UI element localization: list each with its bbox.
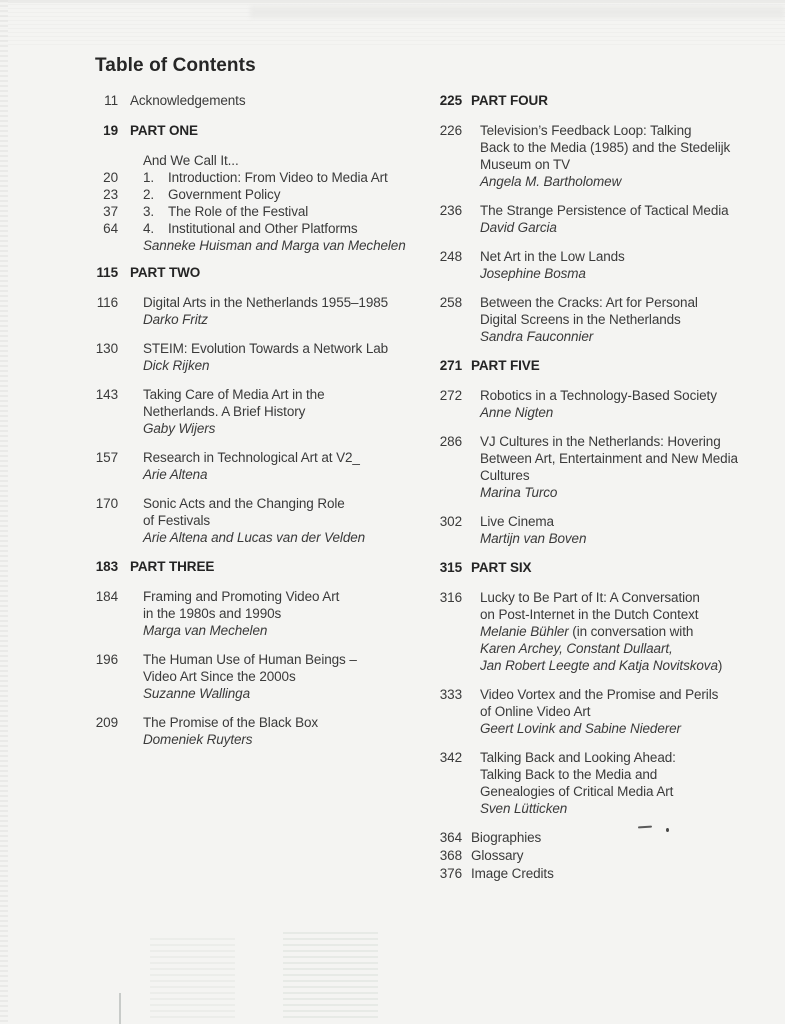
chapter-number: 4. xyxy=(143,221,155,236)
page-number: 115 xyxy=(96,265,118,280)
author-segment: Josephine Bosma xyxy=(480,266,586,281)
author-line xyxy=(480,657,775,674)
toc-entry xyxy=(430,387,775,421)
page-number: 333 xyxy=(439,687,462,702)
entry-body xyxy=(480,513,775,547)
chapter-list xyxy=(92,152,430,254)
entry-title-line: Cultures xyxy=(480,468,530,483)
chapter-number: 3. xyxy=(143,204,155,219)
chapter-row xyxy=(92,237,430,254)
toc-entry xyxy=(92,294,430,328)
chapter-number: 2. xyxy=(143,187,155,202)
entry-title-line: Video Vortex and the Promise and Perils xyxy=(480,687,719,702)
part-label: PART TWO xyxy=(130,265,201,280)
page-number: 225 xyxy=(439,93,462,108)
toc-item xyxy=(430,829,775,847)
entry-title-line: Talking Back and Looking Ahead: xyxy=(480,750,676,765)
entry-body xyxy=(143,386,430,437)
page-number: 368 xyxy=(439,848,462,863)
author-segment: Marina Turco xyxy=(480,485,558,500)
author-line xyxy=(480,328,775,345)
entry-body xyxy=(480,248,775,282)
author-segment: Angela M. Bartholomew xyxy=(480,174,622,189)
toc-item xyxy=(430,865,775,883)
entry-body xyxy=(480,686,775,737)
entry-title-line: Live Cinema xyxy=(480,514,554,529)
author-segment: Anne Nigten xyxy=(480,405,554,420)
part-header xyxy=(430,92,775,109)
entry-title-line: The Promise of the Black Box xyxy=(143,715,319,730)
entry-body xyxy=(143,588,430,639)
toc-column-right xyxy=(430,92,775,883)
entry-title-line: on Post-Internet in the Dutch Context xyxy=(480,607,699,622)
entry-body xyxy=(480,749,775,817)
entry-body xyxy=(143,714,430,748)
page-number: 302 xyxy=(439,514,462,529)
page-number: 376 xyxy=(439,866,462,881)
page-number: 342 xyxy=(439,750,462,765)
author-line xyxy=(143,466,430,483)
part-header xyxy=(92,558,430,575)
page-number: 157 xyxy=(95,450,118,465)
entry-body xyxy=(143,651,430,702)
part-label: PART THREE xyxy=(130,559,215,574)
toc-entry xyxy=(430,202,775,236)
entry-title-line: The Strange Persistence of Tactical Media xyxy=(480,203,729,218)
entry-body xyxy=(480,202,775,236)
line-text: Government Policy xyxy=(168,187,281,202)
author-segment: Arie Altena and Lucas van der Velden xyxy=(143,530,366,545)
toc-entry xyxy=(430,513,775,547)
author-line xyxy=(480,484,775,501)
toc-entry xyxy=(430,589,775,674)
page-number: 196 xyxy=(95,652,118,667)
entry-title-line: Netherlands. A Brief History xyxy=(143,404,306,419)
part-label: PART ONE xyxy=(130,123,198,138)
author-segment: Marga van Mechelen xyxy=(143,623,268,638)
page-number: 209 xyxy=(95,715,118,730)
page-number: 286 xyxy=(439,434,462,449)
author-segment: Geert Lovink and Sabine Niederer xyxy=(480,721,681,736)
page-number: 184 xyxy=(95,589,118,604)
part-header xyxy=(92,122,430,139)
entry-title-line: Between Art, Entertainment and New Media xyxy=(480,451,738,466)
author-segment: Darko Fritz xyxy=(143,312,208,327)
entry-title-line: The Human Use of Human Beings – xyxy=(143,652,357,667)
toc-item xyxy=(430,847,775,865)
chapter-text xyxy=(143,203,430,220)
entry-title-line: Net Art in the Low Lands xyxy=(480,249,625,264)
chapter-text xyxy=(143,186,430,203)
entry-title-line: Research in Technological Art at V2_ xyxy=(143,450,360,465)
page-number: 19 xyxy=(103,123,118,138)
entry-body xyxy=(480,294,775,345)
toc-entry xyxy=(92,340,430,374)
entry-body xyxy=(143,340,430,374)
page-number: 315 xyxy=(439,560,462,575)
line-text: And We Call It... xyxy=(143,153,239,168)
author-line xyxy=(143,731,430,748)
author-segment: Melanie Bühler xyxy=(480,624,569,639)
author-segment: Karen Archey, Constant Dullaart, xyxy=(480,641,673,656)
entry-title-line: Video Art Since the 2000s xyxy=(143,669,296,684)
item-label: Biographies xyxy=(471,830,542,845)
part-label: PART FIVE xyxy=(471,358,540,373)
entry-body xyxy=(480,433,775,501)
toc-entry xyxy=(430,294,775,345)
entry-body xyxy=(480,387,775,421)
part-header xyxy=(430,357,775,374)
entry-title-line: Digital Screens in the Netherlands xyxy=(480,312,681,327)
author-segment: Suzanne Wallinga xyxy=(143,686,250,701)
toc-entry xyxy=(430,248,775,282)
page-number xyxy=(92,237,118,254)
author-line xyxy=(143,622,430,639)
author-segment: (in conversation with xyxy=(568,624,694,639)
page-number: 20 xyxy=(103,170,118,185)
entry-title-line: Back to the Media (1985) and the Stedelijk xyxy=(480,140,731,155)
entry-title-line: Taking Care of Media Art in the xyxy=(143,387,325,402)
toc-entry xyxy=(92,386,430,437)
page-number: 11 xyxy=(104,93,118,108)
author-line xyxy=(143,420,430,437)
part-header xyxy=(430,559,775,576)
toc-entry xyxy=(430,122,775,190)
entry-title-line: of Online Video Art xyxy=(480,704,591,719)
author-line xyxy=(143,357,430,374)
entry-title-line: Between the Cracks: Art for Personal xyxy=(480,295,698,310)
line-text: The Role of the Festival xyxy=(168,204,309,219)
author-segment: Arie Altena xyxy=(143,467,208,482)
entry-body xyxy=(143,449,430,483)
scan-line-artifact xyxy=(119,993,121,1024)
page-number: 37 xyxy=(103,204,118,219)
author-line xyxy=(480,404,775,421)
entry-title-line: of Festivals xyxy=(143,513,211,528)
entry-title-line: Robotics in a Technology-Based Society xyxy=(480,388,717,403)
author-line xyxy=(480,173,775,190)
toc-entry xyxy=(430,433,775,501)
line-text: Sanneke Huisman and Marga van Mechelen xyxy=(143,238,406,253)
author-segment: ) xyxy=(717,658,723,673)
chapter-row xyxy=(92,203,430,220)
author-segment: Domeniek Ruyters xyxy=(143,732,253,747)
chapter-row xyxy=(92,220,430,237)
author-segment: Dick Rijken xyxy=(143,358,210,373)
back-matter-list xyxy=(430,829,775,883)
author-segment: David Garcia xyxy=(480,220,557,235)
page-number: 64 xyxy=(103,221,118,236)
page-number: 364 xyxy=(439,830,462,845)
entry-body xyxy=(143,495,430,546)
author-line xyxy=(480,623,775,640)
author-line xyxy=(480,720,775,737)
entry-body xyxy=(480,589,775,674)
part-header xyxy=(92,264,430,281)
toc-entry xyxy=(430,686,775,737)
author-segment: Sven Lütticken xyxy=(480,801,568,816)
toc-entry xyxy=(92,651,430,702)
scan-ghost-showthrough xyxy=(150,938,235,1018)
page-number: 272 xyxy=(439,388,462,403)
entry-title-line: in the 1980s and 1990s xyxy=(143,606,282,621)
scan-page-edge xyxy=(0,0,8,1024)
entry-title-line: Genealogies of Critical Media Art xyxy=(480,784,674,799)
entry-title-line: Talking Back to the Media and xyxy=(480,767,658,782)
author-segment: Martijn van Boven xyxy=(480,531,587,546)
author-line xyxy=(480,800,775,817)
entry-title-line: Lucky to Be Part of It: A Conversation xyxy=(480,590,700,605)
part-label: PART SIX xyxy=(471,560,532,575)
toc-entry xyxy=(92,588,430,639)
author-line xyxy=(143,237,430,254)
author-line xyxy=(480,640,775,657)
entry-title-line: Framing and Promoting Video Art xyxy=(143,589,340,604)
entry-title-line: Digital Arts in the Netherlands 1955–1985 xyxy=(143,295,389,310)
chapter-row xyxy=(92,186,430,203)
part-label: PART FOUR xyxy=(471,93,548,108)
scan-band-thin xyxy=(0,0,785,3)
entry-title-line: STEIM: Evolution Towards a Network Lab xyxy=(143,341,389,356)
toc-entry xyxy=(92,495,430,546)
chapter-row xyxy=(92,152,430,169)
toc-entry xyxy=(430,749,775,817)
author-line xyxy=(143,529,430,546)
author-line xyxy=(480,219,775,236)
page-number: 130 xyxy=(95,341,118,356)
author-line xyxy=(143,311,430,328)
page-number: 258 xyxy=(439,295,462,310)
chapter-text xyxy=(143,220,430,237)
entry-title-line: Television’s Feedback Loop: Talking xyxy=(480,123,692,138)
page-number: 271 xyxy=(439,358,462,373)
toc-item xyxy=(92,92,430,109)
entry-title-line: Museum on TV xyxy=(480,157,571,172)
author-segment: Gaby Wijers xyxy=(143,421,216,436)
chapter-text xyxy=(143,169,430,186)
page-number: 183 xyxy=(95,559,118,574)
toc-entry xyxy=(92,449,430,483)
chapter-number: 1. xyxy=(143,170,155,185)
line-text: Introduction: From Video to Media Art xyxy=(168,170,388,185)
toc-entry xyxy=(92,714,430,748)
author-line xyxy=(480,530,775,547)
page-number xyxy=(92,152,118,169)
page-number: 226 xyxy=(439,123,462,138)
page-number: 143 xyxy=(95,387,118,402)
page-number: 116 xyxy=(96,295,118,310)
author-segment: Jan Robert Leegte and Katja Novitskova xyxy=(480,658,718,673)
chapter-text xyxy=(143,152,430,169)
page-number: 23 xyxy=(103,187,118,202)
entry-title-line: VJ Cultures in the Netherlands: Hovering xyxy=(480,434,721,449)
entry-body xyxy=(480,122,775,190)
scan-band xyxy=(250,6,785,18)
line-text: Institutional and Other Platforms xyxy=(168,221,358,236)
entry-body xyxy=(143,294,430,328)
item-label: Glossary xyxy=(471,848,524,863)
author-segment: Sandra Fauconnier xyxy=(480,329,594,344)
item-label: Image Credits xyxy=(471,866,554,881)
chapter-row xyxy=(92,169,430,186)
page-title: Table of Contents xyxy=(95,55,256,76)
page-number: 170 xyxy=(95,496,118,511)
entry-title-line: Sonic Acts and the Changing Role xyxy=(143,496,345,511)
page-number: 316 xyxy=(439,590,462,605)
item-label: Acknowledgements xyxy=(130,93,246,108)
page-number: 248 xyxy=(439,249,462,264)
author-line xyxy=(480,265,775,282)
scan-ghost-showthrough xyxy=(283,932,378,1022)
page-number: 236 xyxy=(439,203,462,218)
toc-column-left xyxy=(92,92,430,760)
author-line xyxy=(143,685,430,702)
